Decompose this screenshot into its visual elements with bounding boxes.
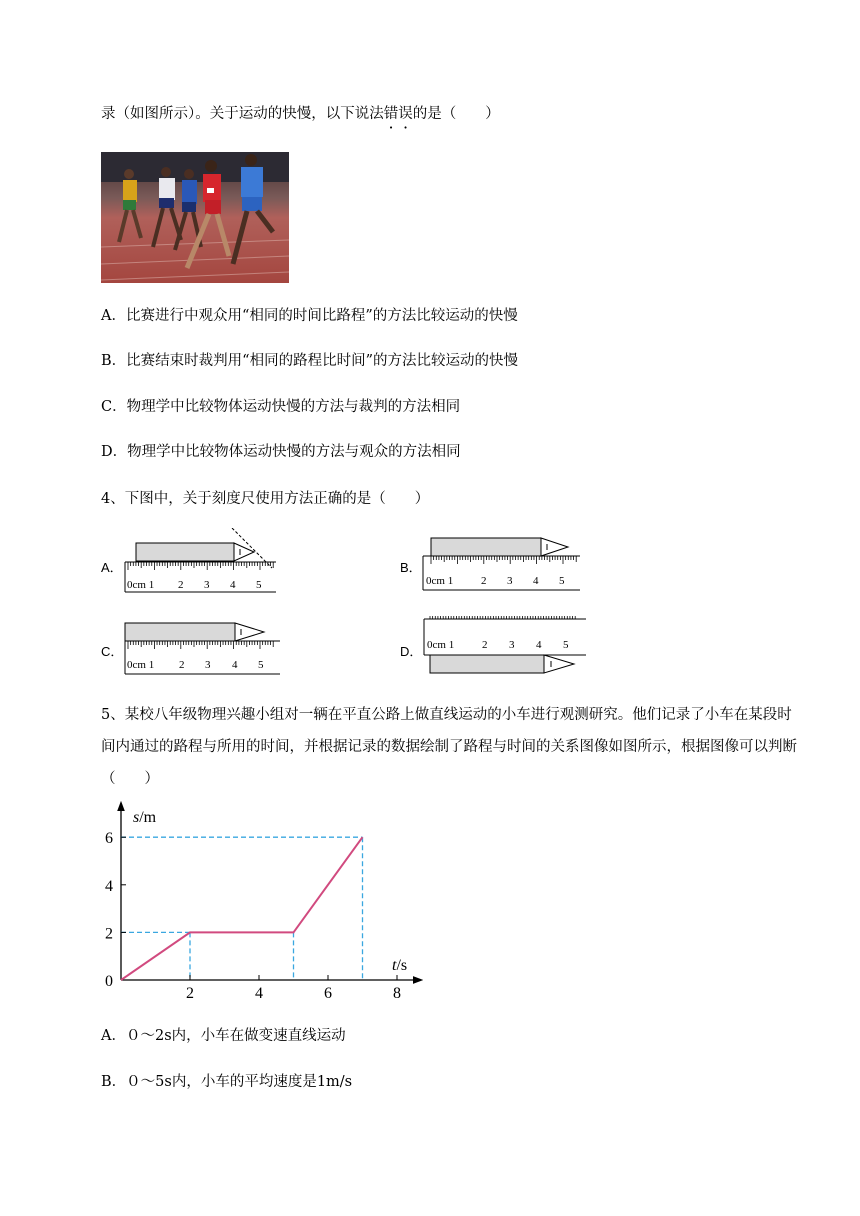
ruler-b-label-4: 4 <box>533 575 539 587</box>
q3-option-c: C．物理学中比较物体运动快慢的方法与裁判的方法相同 <box>101 399 461 415</box>
ruler-c-label-3: 3 <box>205 659 211 671</box>
ruler-c-label-0: 0cm 1 <box>127 659 155 671</box>
q3-option-b: B．比赛结束时裁判用“相同的路程比时间”的方法比较运动的快慢 <box>101 353 518 369</box>
ruler-b-label-2: 2 <box>481 575 487 587</box>
q3-stem-tail: 的是（ ） <box>412 106 500 122</box>
ruler-d-label-5: 5 <box>563 639 569 651</box>
q3-stem-text: 录（如图所示）。关于运动的快慢，以下说法 <box>101 106 384 122</box>
x-axis-label: t/s <box>392 957 408 974</box>
ruler-d-label-2: 2 <box>482 639 488 651</box>
q3-option-d: D．物理学中比较物体运动快慢的方法与观众的方法相同 <box>101 444 461 460</box>
q4-option-b-letter: B． <box>400 560 422 575</box>
ruler-d-label-3: 3 <box>509 639 515 651</box>
ruler-d-label-0: 0cm 1 <box>427 639 455 651</box>
q4-option-d-letter: D． <box>400 644 423 659</box>
ruler-c-label-5: 5 <box>258 659 264 671</box>
series-line <box>121 837 363 980</box>
q3-emphasis-char-2: 误 <box>398 106 413 122</box>
ruler-a-label-3: 3 <box>204 579 210 591</box>
x-tick-label: 4 <box>255 985 263 1000</box>
ruler-b-label-5: 5 <box>559 575 565 587</box>
ruler-a-label-2: 2 <box>178 579 184 591</box>
st-graph <box>96 800 426 1000</box>
x-tick-label: 2 <box>186 985 194 1000</box>
x-tick-label: 8 <box>393 985 401 1000</box>
ruler-diagram-b <box>420 532 585 594</box>
ruler-d-label-4: 4 <box>536 639 542 651</box>
y-tick-label: 6 <box>105 830 113 848</box>
q4-option-c-letter: C． <box>101 644 124 659</box>
ruler-diagram-a <box>122 528 282 596</box>
ruler-a-label-5: 5 <box>256 579 262 591</box>
y-tick-label: 0 <box>105 973 113 990</box>
q3-emphasis-char-1: 错 <box>383 106 399 122</box>
y-tick-label: 2 <box>105 925 113 943</box>
q3-stem <box>101 104 500 124</box>
y-tick-label: 4 <box>105 877 113 895</box>
x-tick-label: 6 <box>324 985 332 1000</box>
ruler-b-label-3: 3 <box>507 575 513 587</box>
ruler-a-label-0: 0cm 1 <box>127 579 155 591</box>
q4-option-a-letter: A． <box>101 560 123 575</box>
ruler-diagram-d <box>420 616 590 678</box>
q5-option-b: B．０～5s内，小车的平均速度是1m/s <box>101 1074 353 1090</box>
ruler-a-label-4: 4 <box>230 579 236 591</box>
q3-option-a: A．比赛进行中观众用“相同的时间比路程”的方法比较运动的快慢 <box>101 308 518 324</box>
q5-option-a: A．０～2s内，小车在做变速直线运动 <box>101 1028 346 1044</box>
ruler-diagram-c <box>122 618 287 680</box>
ruler-c-label-4: 4 <box>232 659 238 671</box>
ruler-b-label-0: 0cm 1 <box>426 575 454 587</box>
y-axis-label: s/m <box>133 809 157 826</box>
ruler-c-label-2: 2 <box>179 659 185 671</box>
q4-stem: 4、下图中，关于刻度尺使用方法正确的是（ ） <box>101 491 430 507</box>
q5-stem: 5、某校八年级物理兴趣小组对一辆在平直公路上做直线运动的小车进行观测研究。他们记录了小车在某段时间内通过的路程与所用的时间，并根据记录的数据绘制了路程与时间的关系图像如图所示，根据图像可以判断（ ） <box>101 707 797 787</box>
sprinters-photo <box>101 152 289 283</box>
